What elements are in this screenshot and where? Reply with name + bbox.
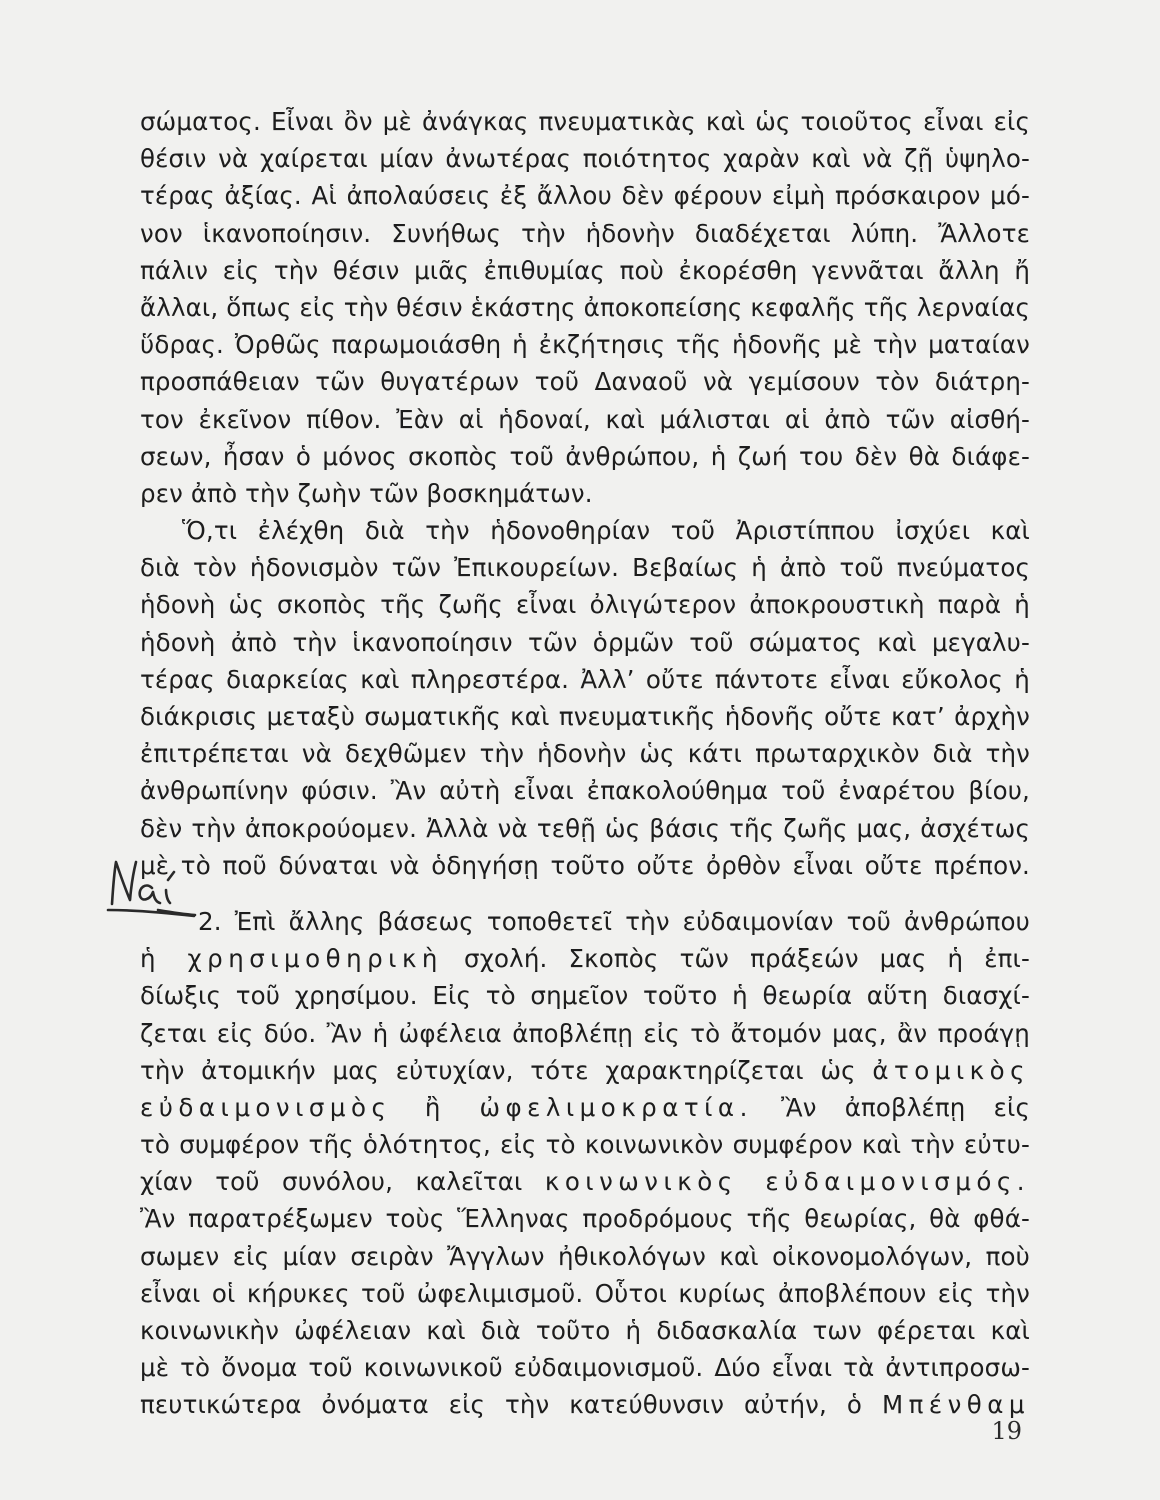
text-line: διάκρισις μεταξὺ σωματικῆς καὶ πνευματικῆς ἡδονῆς οὔτε κατ’ ἀρχὴν xyxy=(140,702,1030,731)
emphasized-term: ἡ χρησιμοθηρικὴ xyxy=(140,944,443,974)
text-line: τον ἐκεῖνον πίθον. Ἐὰν αἱ ἡδοναί, καὶ μάλισται αἱ ἀπὸ τῶν αἰσθή- xyxy=(140,404,1030,434)
handwritten-note xyxy=(100,848,200,926)
emphasized-term: Μπένθαμ xyxy=(881,1390,1030,1420)
text-line: σεων, ἦσαν ὁ μόνος σκοπὸς τοῦ ἀνθρώπου, ἡ ζωή του δὲν θὰ διάφε- xyxy=(140,441,1030,471)
text-line: μὲ τὸ ποῦ δύναται νὰ ὁδηγήσῃ τοῦτο οὔτε ὀρθὸν εἶναι οὔτε πρέπον. xyxy=(140,850,1030,880)
text-line: θέσιν νὰ χαίρεται μίαν ἀνωτέρας ποιότητος χαρὰν καὶ νὰ ζῇ ὑψηλο- xyxy=(140,144,1030,174)
text-line xyxy=(140,940,1030,977)
text-line: ἀνθρωπίνην φύσιν. Ἂν αὐτὴ εἶναι ἐπακολούθημα τοῦ ἐναρέτου βίου, xyxy=(140,776,1030,806)
text-line: ἐπιτρέπεται νὰ δεχθῶμεν τὴν ἡδονὴν ὡς κάτι πρωταρχικὸν διὰ τὴν xyxy=(140,739,1030,769)
text-span: Ἂν ἀποβλέπῃ εἰς xyxy=(781,1092,1030,1122)
text-line xyxy=(140,1052,1030,1089)
text-line: Ὅ,τι ἐλέχθη διὰ τὴν ἡδονοθηρίαν τοῦ Ἀριστίππου ἰσχύει καὶ xyxy=(182,516,1030,546)
text-line: ὕδρας. Ὀρθῶς παρωμοιάσθη ἡ ἐκζήτησις τῆς ἡδονῆς μὲ τὴν ματαίαν xyxy=(140,330,1030,360)
text-line: δίωξις τοῦ χρησίμου. Εἰς τὸ σημεῖον τοῦτο ἡ θεωρία αὕτη διασχί- xyxy=(140,981,1030,1011)
text-line: σώματος. Εἶναι ὂν μὲ ἀνάγκας πνευματικὰς καὶ ὡς τοιοῦτος εἶναι εἰς xyxy=(140,107,1030,136)
text-line xyxy=(140,1386,1030,1423)
text-line: τέρας ἀξίας. Αἱ ἀπολαύσεις ἐξ ἄλλου δὲν φέρουν εἰμὴ πρόσκαιρον μό- xyxy=(140,181,1030,211)
text-line xyxy=(140,1089,1030,1126)
text-line: προσπάθειαν τῶν θυγατέρων τοῦ Δαναοῦ νὰ γεμίσουν τὸν διάτρη- xyxy=(140,367,1030,397)
text-span: χίαν τοῦ συνόλου, καλεῖται xyxy=(140,1167,523,1197)
text-span: τὴν ἀτομικήν μας εὐτυχίαν, τότε χαρακτηρίζεται ὡς xyxy=(140,1055,856,1085)
text-line: ζεται εἰς δύο. Ἂν ἡ ὠφέλεια ἀποβλέπῃ εἰς τὸ ἄτομόν μας, ἂν προάγῃ xyxy=(140,1018,1030,1048)
paragraph-3 xyxy=(140,903,1030,1424)
text-line: τὸ συμφέρον τῆς ὁλότητος, εἰς τὸ κοινωνικὸν συμφέρον καὶ τὴν εὐτυ- xyxy=(140,1130,1030,1160)
text-line: νον ἱκανοποίησιν. Συνήθως τὴν ἡδονὴν διαδέχεται λύπη. Ἄλλοτε xyxy=(140,218,1030,248)
text-line: σωμεν εἰς μίαν σειρὰν Ἄγγλων ἠθικολόγων καὶ οἰκονομολόγων, ποὺ xyxy=(140,1241,1030,1271)
page-number: 19 xyxy=(991,1417,1022,1445)
emphasized-term: ἀτομικὸς xyxy=(872,1055,1030,1085)
text-line: ἡδονὴ ἀπὸ τὴν ἱκανοποίησιν τῶν ὁρμῶν τοῦ σώματος καὶ μεγαλυ- xyxy=(140,627,1030,657)
text-line: κοινωνικὴν ὠφέλειαν καὶ διὰ τοῦτο ἡ διδασκαλία των φέρεται καὶ xyxy=(140,1316,1030,1345)
body-text xyxy=(140,103,1030,1424)
paragraph-gap xyxy=(140,884,1030,903)
text-line: εἶναι οἱ κήρυκες τοῦ ὠφελιμισμοῦ. Οὗτοι κυρίως ἀποβλέπουν εἰς τὴν xyxy=(140,1278,1030,1308)
text-line: μὲ τὸ ὄνομα τοῦ κοινωνικοῦ εὐδαιμονισμοῦ. Δύο εἶναι τὰ ἀντιπροσω- xyxy=(140,1353,1030,1383)
paragraph-2 xyxy=(140,512,1030,884)
text-line: ἄλλαι, ὅπως εἰς τὴν θέσιν ἑκάστης ἀποκοπείσης κεφαλῆς τῆς λερναίας xyxy=(140,292,1030,322)
emphasized-term: εὐδαιμονισμὸς ἢ ὠφελιμοκρατία. xyxy=(140,1092,753,1122)
text-line: διὰ τὸν ἡδονισμὸν τῶν Ἐπικουρείων. Βεβαίως ἡ ἀπὸ τοῦ πνεύματος xyxy=(140,553,1030,583)
emphasized-term: κοινωνικὸς εὐδαιμονισμός. xyxy=(544,1167,1030,1197)
text-line: τέρας διαρκείας καὶ πληρεστέρα. Ἀλλ’ οὔτε πάντοτε εἶναι εὔκολος ἡ xyxy=(140,664,1030,694)
paragraph-1 xyxy=(140,103,1030,512)
text-line: δὲν τὴν ἀποκρούομεν. Ἀλλὰ νὰ τεθῇ ὡς βάσις τῆς ζωῆς μας, ἀσχέτως xyxy=(140,813,1030,843)
text-line: ἡδονὴ ὡς σκοπὸς τῆς ζωῆς εἶναι ὀλιγώτερον ἀποκρουστικὴ παρὰ ἡ xyxy=(140,590,1030,620)
text-line: Ἂν παρατρέξωμεν τοὺς Ἕλληνας προδρόμους τῆς θεωρίας, θὰ φθά- xyxy=(140,1204,1030,1234)
text-line xyxy=(140,1163,1030,1200)
text-line: 2. Ἐπὶ ἄλλης βάσεως τοποθετεῖ τὴν εὐδαιμονίαν τοῦ ἀνθρώπου xyxy=(198,906,1030,936)
text-span: πευτικώτερα ὀνόματα εἰς τὴν κατεύθυνσιν αὐτήν, ὁ xyxy=(140,1390,863,1420)
text-span: σχολή. Σκοπὸς τῶν πράξεών μας ἡ ἐπι- xyxy=(464,944,1030,974)
text-line: ρεν ἀπὸ τὴν ζωὴν τῶν βοσκημάτων. xyxy=(140,478,593,508)
text-line: πάλιν εἰς τὴν θέσιν μιᾶς ἐπιθυμίας ποὺ ἐκορέσθη γεννᾶται ἄλλη ἤ xyxy=(140,255,1030,285)
